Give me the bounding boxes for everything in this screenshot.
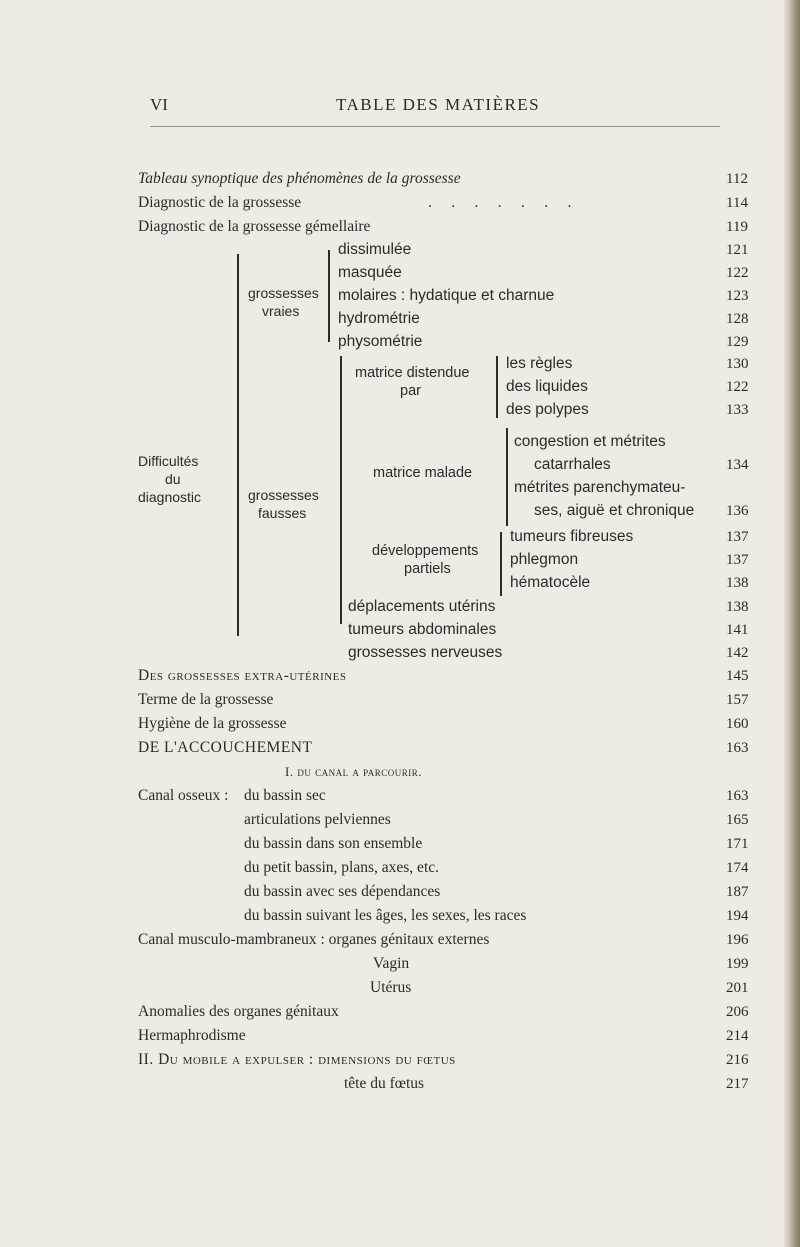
toc-page-molaires: 123 bbox=[726, 288, 749, 304]
toc-entry-tableau: Tableau synoptique des phénomènes de la grossesse bbox=[138, 170, 461, 187]
toc-entry-tumeurs-fibreuses: tumeurs fibreuses bbox=[510, 528, 634, 545]
toc-entry-deplacements: déplacements utérins bbox=[348, 598, 496, 615]
toc-page-articulations: 165 bbox=[726, 812, 749, 828]
toc-page-bassin-sec: 163 bbox=[726, 788, 749, 804]
brace-grossesses-fausses bbox=[340, 356, 342, 624]
running-title: TABLE DES MATIÈRES bbox=[336, 95, 541, 114]
toc-entry-tumeurs-abdominales: tumeurs abdominales bbox=[348, 621, 497, 638]
toc-entry-hermaphrodisme: Hermaphrodisme bbox=[138, 1027, 246, 1044]
toc-page-accouchement: 163 bbox=[726, 740, 749, 756]
group-label-du: du bbox=[165, 471, 181, 487]
toc-entry-ages: du bassin suivant les âges, les sexes, les races bbox=[244, 907, 527, 924]
toc-entry-grossesses-nerveuses: grossesses nerveuses bbox=[348, 644, 503, 661]
toc-entry-regles: les règles bbox=[506, 355, 573, 372]
toc-entry-mobile: II. Du mobile a expulser : dimensions du fœtus bbox=[138, 1051, 456, 1068]
label-par: par bbox=[400, 383, 421, 399]
label-partiels: partiels bbox=[404, 561, 451, 577]
toc-page-tumeurs-fibreuses: 137 bbox=[726, 529, 749, 545]
toc-page-catarrhales: 134 bbox=[726, 457, 749, 473]
toc-entry-bassin-ensemble: du bassin dans son ensemble bbox=[244, 835, 423, 852]
toc-entry-phlegmon: phlegmon bbox=[510, 551, 579, 568]
toc-entry-physometrie: physométrie bbox=[338, 333, 423, 350]
toc-page-diagnostic: 114 bbox=[726, 195, 748, 211]
toc-page-deplacements: 138 bbox=[726, 599, 749, 615]
label-matrice-distendue: matrice distendue bbox=[355, 365, 470, 381]
toc-entry-diagnostic: Diagnostic de la grossesse bbox=[138, 194, 302, 211]
toc-page-ages: 194 bbox=[726, 908, 749, 924]
brace-grossesses-vraies bbox=[328, 250, 330, 342]
toc-page-phlegmon: 137 bbox=[726, 552, 749, 568]
label-matrice-malade: matrice malade bbox=[373, 465, 473, 481]
toc-entry-liquides: des liquides bbox=[506, 378, 588, 395]
toc-page-regles: 130 bbox=[726, 356, 749, 372]
toc-entry-polypes: des polypes bbox=[506, 401, 589, 418]
label-canal-osseux: Canal osseux : bbox=[138, 787, 229, 804]
section-heading-canal: I. du canal a parcourir. bbox=[285, 764, 423, 779]
toc-page-diagnostic-gemellaire: 119 bbox=[726, 219, 748, 235]
toc-page-metrites: 136 bbox=[726, 503, 749, 519]
toc-page-grossesses-nerveuses: 142 bbox=[726, 645, 749, 661]
label-developpements: développements bbox=[372, 543, 479, 559]
toc-entry-terme: Terme de la grossesse bbox=[138, 691, 274, 708]
toc-page-physometrie: 129 bbox=[726, 334, 749, 350]
brace-matrice-malade bbox=[506, 428, 508, 526]
toc-entry-masquee: masquée bbox=[338, 264, 402, 281]
toc-page-vagin: 199 bbox=[726, 956, 749, 972]
toc-entry-vagin: Vagin bbox=[373, 955, 410, 972]
brace-developpements bbox=[500, 532, 502, 596]
toc-entry-hydrometrie: hydrométrie bbox=[338, 310, 420, 327]
toc-entry-accouchement: DE L'ACCOUCHEMENT bbox=[138, 739, 313, 756]
toc-page-terme: 157 bbox=[726, 692, 749, 708]
toc-entry-molaires: molaires : hydatique et charnue bbox=[338, 287, 555, 304]
toc-entry-tete-foetus: tête du fœtus bbox=[344, 1075, 425, 1092]
header-rule bbox=[150, 126, 720, 127]
toc-entry-canal-musculo: Canal musculo-mambraneux : organes génitaux externes bbox=[138, 931, 490, 948]
toc-entry-anomalies: Anomalies des organes génitaux bbox=[138, 1003, 339, 1020]
toc-entry-articulations: articulations pelviennes bbox=[244, 811, 391, 828]
toc-page-masquee: 122 bbox=[726, 265, 749, 281]
page-number: VI bbox=[150, 95, 168, 114]
toc-page-liquides: 122 bbox=[726, 379, 749, 395]
toc-entry-dissimulee: dissimulée bbox=[338, 241, 412, 258]
toc-entry-extra-uterines: Des grossesses extra-utérines bbox=[138, 667, 347, 684]
toc-page-hygiene: 160 bbox=[726, 716, 749, 732]
toc-entry-hematocele: hématocèle bbox=[510, 574, 591, 591]
brace-difficultes bbox=[237, 254, 239, 636]
toc-entry-diagnostic-gemellaire: Diagnostic de la grossesse gémellaire bbox=[138, 218, 371, 235]
toc-entry-metrites-aigue: ses, aiguë et chronique bbox=[534, 502, 695, 519]
toc-page-dependances: 187 bbox=[726, 884, 749, 900]
toc-page-hermaphrodisme: 214 bbox=[726, 1028, 749, 1044]
toc-entry-metrites: métrites parenchymateu- bbox=[514, 479, 686, 496]
group-label-grossesses-fausses: grossesses bbox=[248, 487, 319, 503]
toc-page-tete-foetus: 217 bbox=[726, 1076, 749, 1092]
toc-entry-petit-bassin: du petit bassin, plans, axes, etc. bbox=[244, 859, 439, 876]
group-label-diagnostic: diagnostic bbox=[138, 489, 202, 505]
page-edge-shadow bbox=[784, 0, 800, 1247]
toc-page-extra-uterines: 145 bbox=[726, 668, 749, 684]
toc-page-bassin-ensemble: 171 bbox=[726, 836, 749, 852]
group-label-fausses: fausses bbox=[258, 505, 307, 521]
brace-matrice-distendue bbox=[496, 356, 498, 418]
toc-page-anomalies: 206 bbox=[726, 1004, 749, 1020]
toc-entry-hygiene: Hygiène de la grossesse bbox=[138, 715, 287, 732]
toc-page-mobile: 216 bbox=[726, 1052, 749, 1068]
toc-page-tableau: 112 bbox=[726, 171, 748, 187]
book-page: VI TABLE DES MATIÈRES Tableau synoptique des phénomènes de la grossesse 112 Diagnostic de la grossesse . . . . . . . 114 Diagnostic de la grossesse gémellaire 119 Difficultés du diagnostic grossesses vraies dissimulée 121 masquée 122 molaires : hydatique et charnue 123 hydrométrie 128 physométrie 129 grossesses fausses matrice distendue par les règles 130 des liquides 122 des polypes 133 matrice malade congestion et métrites catarrhales 134 métrites parenchymateu- ses, aiguë et chronique 136 développements partiels tumeurs fibreuses 137 phlegmon 137 hématocèle 138 déplacements utérins 138 tumeurs abdominales 141 grossesses nerveuses 142 Des grossesses extra-utérines 145 Terme de la grossesse 157 Hygiène de la grossesse 160 DE L'ACCOUCHEMENT 163 I. du canal a parcourir. Canal osseux : du bassin sec 163 articulations pelviennes 165 du bassin dans son ensemble 171 du petit bassin, plans, axes, etc. 174 du bassin avec ses dépendances 187 du bassin suivant les âges, les sexes, les races 194 Canal musculo-mambraneux : organes génitaux externes 196 Vagin 199 Utérus 201 Anomalies des organes génitaux 206 Hermaphrodisme 214 II. Du mobile a expulser : dimensions du fœtus 216 tête du fœtus 217 bbox=[0, 0, 800, 1247]
group-label-grossesses-vraies: grossesses bbox=[248, 285, 319, 301]
toc-entry-catarrhales: catarrhales bbox=[534, 456, 611, 473]
toc-page-tumeurs-abdominales: 141 bbox=[726, 622, 749, 638]
group-label-vraies: vraies bbox=[262, 303, 300, 319]
toc-entry-bassin-sec: du bassin sec bbox=[244, 787, 326, 804]
toc-page-canal-musculo: 196 bbox=[726, 932, 749, 948]
toc-entry-congestion: congestion et métrites bbox=[514, 433, 666, 450]
toc-page-hematocele: 138 bbox=[726, 575, 749, 591]
toc-entry-dependances: du bassin avec ses dépendances bbox=[244, 883, 441, 900]
toc-page-hydrometrie: 128 bbox=[726, 311, 749, 327]
toc-page-petit-bassin: 174 bbox=[726, 860, 749, 876]
toc-entry-uterus: Utérus bbox=[370, 979, 412, 996]
toc-page-uterus: 201 bbox=[726, 980, 749, 996]
group-label-difficultes: Difficultés bbox=[138, 453, 199, 469]
toc-page-polypes: 133 bbox=[726, 402, 749, 418]
toc-page-dissimulee: 121 bbox=[726, 242, 749, 258]
